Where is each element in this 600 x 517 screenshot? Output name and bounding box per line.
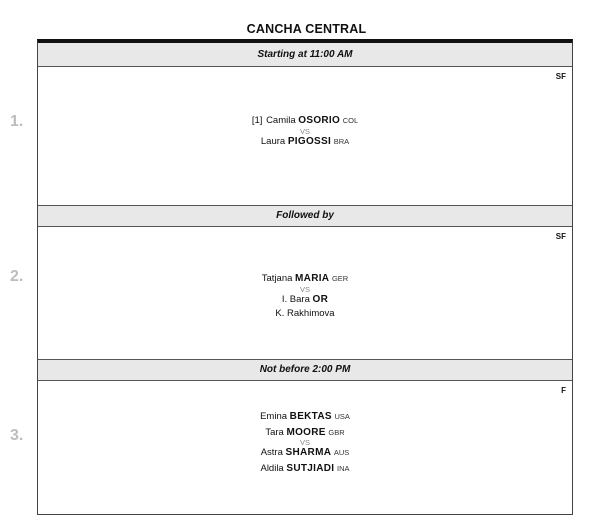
player-country: AUS xyxy=(333,448,350,457)
order-of-play-table xyxy=(37,39,573,515)
player-line xyxy=(38,463,572,476)
player-country: GBR xyxy=(328,427,345,437)
players xyxy=(38,411,572,475)
round-label: SF xyxy=(555,232,566,241)
player-line xyxy=(38,308,572,321)
player-country: GER xyxy=(331,274,349,283)
match-block xyxy=(38,381,572,514)
round-label: SF xyxy=(555,72,566,81)
player-first-name: Camila xyxy=(266,115,296,126)
player-surname: OR xyxy=(312,293,329,305)
player-surname: MARIA xyxy=(295,273,330,284)
player-country: COL xyxy=(342,116,359,125)
player-surname: BEKTAS xyxy=(289,411,332,422)
vs-label: VS xyxy=(299,284,310,294)
player-country: INA xyxy=(336,463,350,473)
player-line xyxy=(38,447,572,460)
vs-label: VS xyxy=(299,126,310,136)
slot-header: Followed by xyxy=(38,205,572,227)
player-first-name: Emina xyxy=(260,411,288,422)
player-line xyxy=(38,294,572,307)
player-first-name: Laura xyxy=(260,135,286,147)
player-first-name: I. Bara xyxy=(281,293,310,305)
match-order-1: 1. xyxy=(10,113,24,130)
player-first-name: K. Rakhimova xyxy=(275,308,335,319)
slot-header: Starting at 11:00 AM xyxy=(38,43,572,67)
players xyxy=(38,115,572,148)
player-country: BRA xyxy=(333,136,350,146)
player-first-name: Tara xyxy=(265,426,284,438)
player-line xyxy=(38,273,572,286)
player-surname: SHARMA xyxy=(285,447,332,458)
match-order-2: 2. xyxy=(10,268,24,285)
vs-label: VS xyxy=(299,438,310,447)
player-line xyxy=(38,136,572,149)
match-block xyxy=(38,67,572,205)
match-block xyxy=(38,227,572,359)
player-line xyxy=(38,115,572,128)
player-surname: PIGOSSI xyxy=(287,135,332,147)
round-label: F xyxy=(561,386,566,395)
player-first-name: Astra xyxy=(260,447,283,458)
player-surname: MOORE xyxy=(286,426,326,438)
player-line xyxy=(38,411,572,424)
player-country: USA xyxy=(334,412,350,421)
match-order-3: 3. xyxy=(10,427,24,444)
player-first-name: Tatjana xyxy=(261,273,293,284)
player-first-name: Aldila xyxy=(260,462,284,474)
player-surname: OSORIO xyxy=(298,115,341,126)
players xyxy=(38,273,572,321)
player-surname: SUTJIADI xyxy=(286,462,335,474)
player-seed: [1] xyxy=(251,115,263,126)
slot-header: Not before 2:00 PM xyxy=(38,359,572,381)
court-title: CANCHA CENTRAL xyxy=(246,22,367,36)
